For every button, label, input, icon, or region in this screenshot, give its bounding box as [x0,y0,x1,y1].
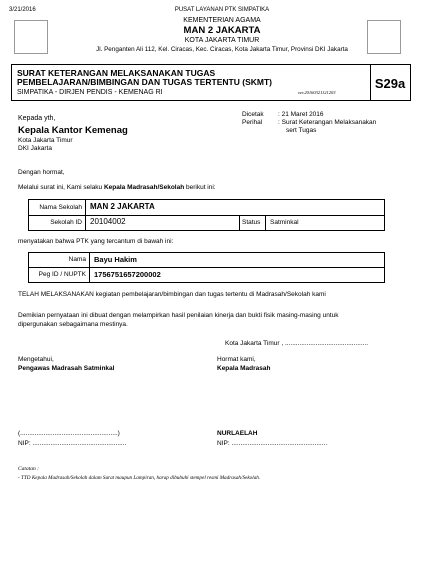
title-line-1: SURAT KETERANGAN MELAKSANAKAN TUGAS [17,68,216,78]
statement-text: menyatakan bahwa PTK yang tercantum di bawah ini: [18,238,174,245]
print-source: PUSAT LAYANAN PTK SIMPATIKA [174,7,270,13]
school-address: Jl. Penganten Ali 112, Kel. Ciracas, Kec. Ciracas, Kota Jakarta Timur, Provinsi DKI Jakarta [96,46,348,53]
recipient-name: Kepala Kantor Kemenag [18,125,128,136]
subject-value-2: sert Tugas [286,127,317,134]
ptk-name-label: Nama [68,256,86,263]
school-table-col-divider-2 [239,215,240,230]
title-subline: SIMPATIKA - DIRJEN PENDIS - KEMENAG RI [17,89,163,96]
school-name-value: MAN 2 JAKARTA [90,202,155,211]
print-date: 3/21/2016 [9,7,36,13]
ptk-id-value: 1756751657200002 [94,270,161,279]
ptk-id-label: Peg ID / NUPTK [38,271,86,278]
closing-line-1: Demikian pernyataan ini dibuat dengan melampirkan hasil penilaian kinerja dan bukti fisik masing-masing untuk [18,312,339,319]
school-table-col-divider [85,200,86,230]
left-sign-name: (......................................................) [18,430,120,437]
form-code: S29a [374,76,406,91]
printed-label: Dicetak [242,111,264,118]
ministry-name: KEMENTERIAN AGAMA [183,17,261,24]
intro-text [18,184,216,191]
school-city: KOTA JAKARTA TIMUR [184,37,260,44]
intro-suffix: berikut ini: [184,184,216,191]
right-sign-name: NURLAELAH [217,430,258,437]
right-sign-nip: NIP: ..................................................... [217,440,328,447]
school-id-label: Sekolah ID [50,219,82,226]
title-line-2: PEMBELAJARAN/BIMBINGAN DAN TUGAS TERTENTU (SKMT) [17,77,272,87]
sign-place-date: Kota Jakarta Timur , .............................................. [225,340,369,347]
greeting: Dengan hormat, [18,169,65,176]
right-sign-title-1: Hormat kami, [217,356,256,363]
done-statement: TELAH MELAKSANAKAN kegiatan pembelajaran/bimbingan dan tugas tertentu di Madrasah/Sekolah kami [18,291,326,298]
school-name: MAN 2 JAKARTA [183,25,261,36]
ptk-name-value: Bayu Hakim [94,255,137,264]
printed-date: : 21 Maret 2016 [278,111,324,118]
closing-line-2: dipergunakan sebagaimana mestinya. [18,321,128,328]
recipient-salutation: Kepada yth, [18,115,56,122]
footnote-text: - TTD Kepala Madrasah/Sekolah dalam Surat maupun Lampiran, harap dibubuhi stempel resmi Madrasah/Sekolah. [18,475,261,481]
school-status-value: Satminkal [270,219,299,226]
footnote-title: Catatan : [18,466,39,472]
school-id-value: 20104002 [90,217,126,226]
left-sign-nip: NIP: .................................................... [18,440,127,447]
title-box [11,64,411,101]
subject-label: Perihal [242,119,263,126]
version-tag: ver.20160321121203 [298,90,336,95]
school-table-col-divider-3 [265,215,266,230]
left-sign-title-1: Mengetahui, [18,356,54,363]
ptk-table-col-divider [89,253,90,282]
school-status-label: Status [242,219,261,226]
left-sign-title-2: Pengawas Madrasah Satminkal [18,365,115,372]
intro-prefix: Melalui surat ini, Kami selaku [18,184,104,191]
school-name-label: Nama Sekolah [39,204,82,211]
ptk-table [28,252,385,283]
recipient-province: DKI Jakarta [18,145,52,152]
subject-value: : Surat Keterangan Melaksanakan [278,119,377,126]
intro-bold: Kepala Madrasah/Sekolah [103,184,185,191]
right-sign-title-2: Kepala Madrasah [217,365,271,372]
recipient-city: Kota Jakarta Timur [18,137,73,144]
school-table [28,199,385,231]
school-table-row-divider [29,215,384,216]
